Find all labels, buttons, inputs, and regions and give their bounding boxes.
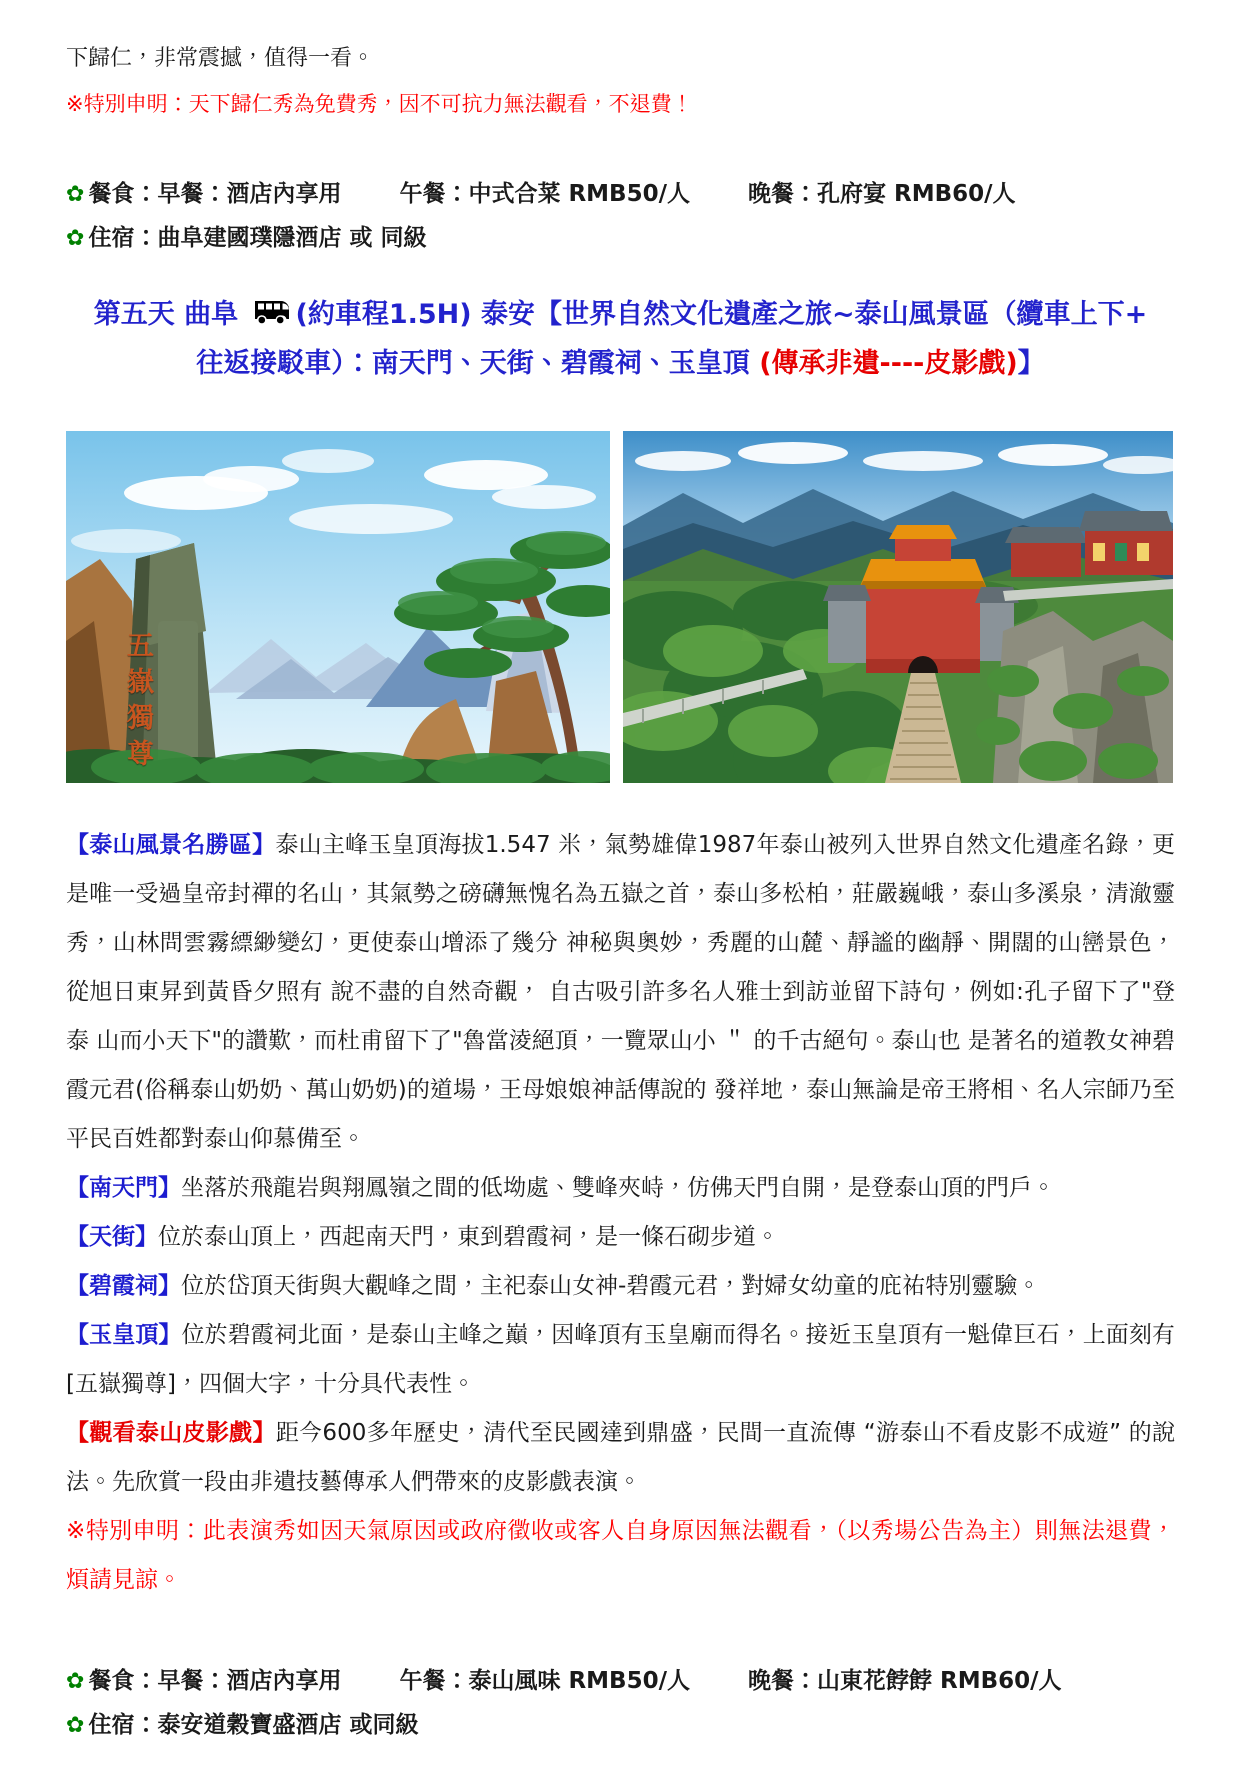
section-text: 位於泰山頂上，西起南天門，東到碧霞祠，是一條石砌步道。 xyxy=(158,1224,779,1250)
dinner-info: 晚餐：山東花餑餑 RMB60/人 xyxy=(747,1668,1062,1694)
meal-label: 餐食： xyxy=(88,1668,158,1694)
section-text: 泰山主峰玉皇頂海拔1.547 米，氣勢雄偉1987年泰山被列入世界自然文化遺產名錄，更是唯一受過皇帝封禪的名山，其氣勢之磅礴無愧名為五嶽之首，泰山多松柏，莊嚴巍峨，泰山多溪泉，清澈靈秀，山林問雲霧縹緲變幻，更使泰山增添了幾分 神秘與奧妙，秀麗的山麓、靜謐的幽靜、開闊的山巒景色，從旭日東昇到黃昏夕照有 說不盡的自然奇觀， 自古吸引許多名人雅士到訪並留下詩句，例如:孔子留下了"登泰 山而小天下"的讚歎，而杜甫留下了"魯當淩絕頂，一覽眾山小 ＂ 的千古絕句。泰山也 是著名的道教女神碧霞元君(俗稱泰山奶奶、萬山奶奶)的道場，王母娘娘神話傳說的 發祥地，泰山無論是帝王將相、名人宗師乃至平民百姓都對泰山仰慕備至。 xyxy=(66,832,1175,1152)
meal-label: 餐食： xyxy=(88,181,158,207)
bus-icon xyxy=(252,295,292,341)
flower-icon: ✿ xyxy=(66,1669,85,1694)
free-show-disclaimer: ※特別申明：天下歸仁秀為免費秀，因不可抗力無法觀看，不退費！ xyxy=(66,92,693,116)
lunch-info: 午餐：泰山風味 RMB50/人 xyxy=(399,1668,690,1694)
breakfast-info: 早餐：酒店內享用 xyxy=(157,181,342,207)
section-tianjie xyxy=(66,1213,1175,1262)
previous-paragraph-tail: 下歸仁，非常震撼，值得一看。 xyxy=(66,46,375,71)
nantianmen-gate-aerial-photo xyxy=(623,431,1173,783)
section-label: 【玉皇頂】 xyxy=(66,1322,182,1348)
section-taishan-area xyxy=(66,821,1175,1164)
section-label: 【南天門】 xyxy=(66,1175,181,1201)
day5-title-line1-post: (約車程1.5H) 泰安【世界自然文化遺產之旅~泰山風景區（纜車上下+ xyxy=(295,299,1148,330)
section-text: 位於岱頂天街與大觀峰之間，主祀泰山女神-碧霞元君，對婦女幼童的庇祐特別靈驗。 xyxy=(181,1273,1041,1299)
section-label: 【天街】 xyxy=(66,1224,158,1250)
section-label: 【碧霞祠】 xyxy=(66,1273,181,1299)
day5-description xyxy=(66,821,1175,1605)
section-label: 【觀看泰山皮影戲】 xyxy=(66,1420,276,1446)
show-disclaimer: ※特別申明：此表演秀如因天氣原因或政府徵收或客人自身原因無法觀看，（以秀場公告為主）則無法退費，煩請見諒。 xyxy=(66,1518,1175,1593)
hotel-name: 曲阜建國璞隱酒店 或 同級 xyxy=(157,225,427,251)
hotel-label: 住宿： xyxy=(88,225,158,251)
day5-title xyxy=(66,292,1175,387)
day5-title-heritage-note: (傳承非遺----皮影戲) xyxy=(759,348,1018,379)
nantianmen-aerial-illustration xyxy=(623,431,1173,783)
day4-meals-line xyxy=(66,174,1175,215)
taishan-stele-scenery-photo xyxy=(66,431,610,783)
day5-footer xyxy=(66,1661,1175,1749)
breakfast-info: 早餐：酒店內享用 xyxy=(157,1668,342,1694)
hotel-label: 住宿： xyxy=(88,1712,158,1738)
day4-hotel-line xyxy=(66,215,1175,262)
stele-inscription: 五嶽獨尊 xyxy=(122,631,153,775)
section-text: 坐落於飛龍岩與翔鳳嶺之間的低坳處、雙峰夾峙，仿佛天門自開，是登泰山頂的門戶。 xyxy=(181,1175,1055,1201)
flower-icon: ✿ xyxy=(66,226,85,251)
day5-title-line1-pre: 第五天 曲阜 xyxy=(93,299,239,330)
lunch-info: 午餐：中式合菜 RMB50/人 xyxy=(399,181,690,207)
day5-hotel-line xyxy=(66,1702,1175,1749)
section-bixiaci xyxy=(66,1262,1175,1311)
photo-row xyxy=(66,431,1175,783)
dinner-info: 晚餐：孔府宴 RMB60/人 xyxy=(747,181,1016,207)
flower-icon: ✿ xyxy=(66,182,85,207)
day5-meals-line xyxy=(66,1661,1175,1702)
section-text: 位於碧霞祠北面，是泰山主峰之巔，因峰頂有玉皇廟而得名。接近玉皇頂有一魁偉巨石，上面刻有[五嶽獨尊]，四個大字，十分具代表性。 xyxy=(66,1322,1176,1397)
section-nantianmen xyxy=(66,1164,1175,1213)
section-yuhuangding xyxy=(66,1311,1175,1409)
day5-title-close-bracket: 】 xyxy=(1017,348,1045,379)
hotel-name: 泰安道穀寶盛酒店 或同級 xyxy=(157,1712,419,1738)
day5-title-line2: 往返接駁車）：南天門、天街、碧霞祠、玉皇頂 xyxy=(196,348,760,379)
section-label: 【泰山風景名勝區】 xyxy=(66,832,276,858)
section-text: 距今600多年歷史，清代至民國達到鼎盛，民間一直流傳 “游泰山不看皮影不成遊” 的說法。先欣賞一段由非遺技藝傳承人們帶來的皮影戲表演。 xyxy=(66,1420,1176,1495)
flower-icon: ✿ xyxy=(66,1713,85,1738)
section-shadow-play xyxy=(66,1409,1175,1507)
